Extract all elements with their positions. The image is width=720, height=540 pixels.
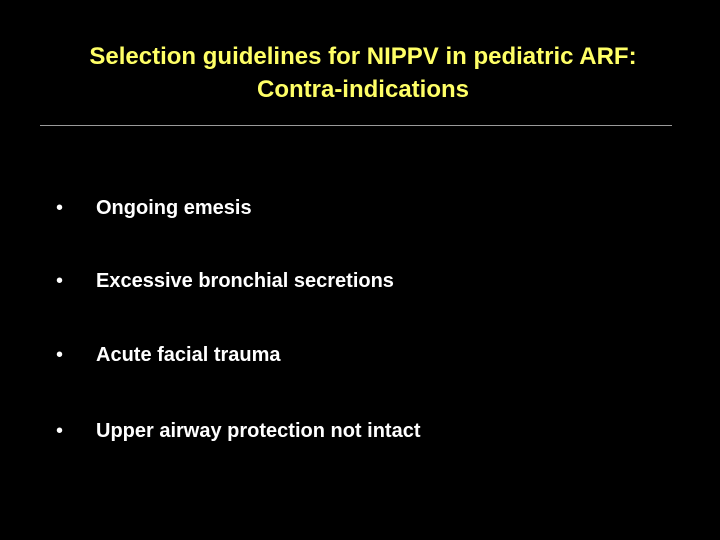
title-line-1: Selection guidelines for NIPPV in pediatric ARF: xyxy=(89,43,637,70)
list-item-text: Excessive bronchial secretions xyxy=(96,270,394,292)
list-item-text: Ongoing emesis xyxy=(96,197,252,219)
bullet-icon: • xyxy=(56,344,64,366)
title-line-2: Contra-indications xyxy=(256,76,469,103)
bullet-icon: • xyxy=(56,420,64,442)
list-item xyxy=(0,342,700,372)
list-item-text: Acute facial trauma xyxy=(96,344,281,366)
bullet-icon: • xyxy=(56,197,64,219)
bullet-icon: • xyxy=(56,270,64,292)
list-item xyxy=(0,418,700,448)
list-item-text: Upper airway protection not intact xyxy=(96,420,421,442)
list-item xyxy=(0,195,700,225)
list-item xyxy=(0,268,700,298)
